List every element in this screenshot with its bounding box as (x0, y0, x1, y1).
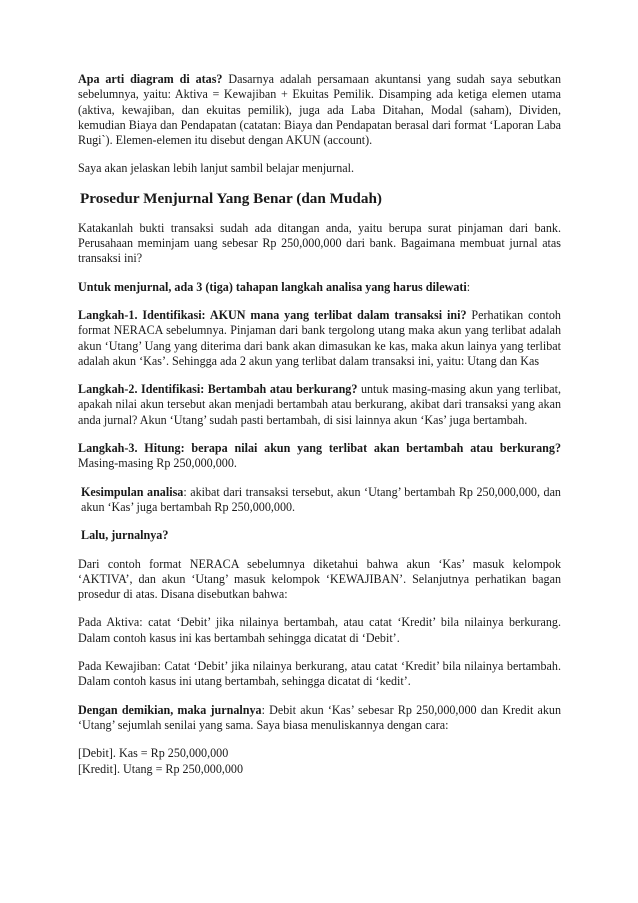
paragraph-text: : (466, 279, 471, 294)
step-1-text: Perhatikan contoh format NERACA sebelumnya. Pinjaman dari bank tergolong utang maka akun yang terlibat adalah akun ‘Utang’ Uang yang diterima dari bank akan dimasukan ke kas, maka akun lainya yang terlibat adalah akun ‘Kas’. Sehingga ada 2 akun yang terlibat dalam transaksi ini, yaitu: Utang dan Kas (78, 307, 561, 368)
paragraph-account-groups: Dari contoh format NERACA sebelumnya diketahui bahwa akun ‘Kas’ masuk kelompok ‘AKTIVA’, dan akun ‘Utang’ masuk kelompok ‘KEWAJIBAN’. Selanjutnya perhatikan bagan prosedur di atas. Disana disebutkan bahwa: (78, 556, 561, 602)
document-page (78, 72, 561, 777)
paragraph-diagram-explanation (78, 72, 561, 148)
steps-intro-lead: Untuk menjurnal, ada 3 (tiga) tahapan langkah analisa yang harus dilewati (78, 279, 467, 294)
step-2-text: untuk masing-masing akun yang terlibat, apakah nilai akun tersebut akan menjadi bertambah atau berkurang, akibat dari transaksi yang akan anda jurnal? Akun ‘Utang’ sudah pasti bertambah, di sisi lainnya akun ‘Kas’ juga bertambah. (78, 382, 561, 427)
sub-heading (78, 528, 561, 543)
conclusion (78, 485, 561, 516)
paragraph-kewajiban-rule: Pada Kewajiban: Catat ‘Debit’ jika nilainya berkurang, atau catat ‘Kredit’ bila nilainya bertambah. Dalam contoh kasus ini utang bertambah, sehingga dicatat di ‘kedit’. (78, 659, 561, 689)
sub-heading-text: Lalu, jurnalnya? (81, 528, 169, 543)
paragraph-intro: Saya akan jelaskan lebih lanjut sambil belajar menjurnal. (78, 161, 355, 176)
conclusion-lead: Kesimpulan analisa (81, 484, 184, 499)
paragraph-transaction: Katakanlah bukti transaksi sudah ada ditangan anda, yaitu berupa surat pinjaman dari bank. Perusahaan meminjam uang sebesar Rp 250,000,000 dari bank. Bagaimana membuat jurnal atas transaksi ini? (78, 220, 561, 266)
step-3-lead: Langkah-3. Hitung: berapa nilai akun yang terlibat akan bertambah atau berkurang? (78, 441, 561, 456)
paragraph-aktiva-rule: Pada Aktiva: catat ‘Debit’ jika nilainya bertambah, atau catat ‘Kredit’ bila nilainya berkurang. Dalam contoh kasus ini kas bertambah sehingga dicatat di ‘Debit’. (78, 615, 561, 645)
step-2-lead: Langkah-2. Identifikasi: Bertambah atau berkurang? (78, 382, 358, 397)
step-3-text: Masing-masing Rp 250,000,000. (78, 456, 237, 471)
paragraph-text: Dasarnya adalah persamaan akuntansi yang sudah saya sebutkan sebelumnya, yaitu: Aktiva = Kewajiban + Ekuitas Pemilik. Disamping ada ketiga elemen utama (aktiva, kewajiban, dan ekuitas pemilik), juga ada Laba Ditahan, Modal (saham), Dividen, kemudian Biaya dan Pendapatan (catatan: Biaya dan Pendapatan berasal dari format ‘Laporan Laba Rugi`). Elemen-elemen itu disebut dengan AKUN (account). (78, 72, 561, 148)
journal-conclusion-lead: Dengan demikian, maka jurnalnya (78, 702, 262, 717)
step-1-lead: Langkah-1. Identifikasi: AKUN mana yang terlibat dalam transaksi ini? (78, 307, 467, 322)
step-1 (78, 308, 561, 369)
journal-conclusion-text: : Debit akun ‘Kas’ sebesar Rp 250,000,000 dan Kredit akun ‘Utang’ sejumlah senilai yang sama. Saya biasa menuliskannya dengan cara: (78, 702, 561, 732)
step-2 (78, 382, 561, 428)
paragraph-journal-conclusion (78, 703, 561, 734)
conclusion-text: : akibat dari transaksi tersebut, akun ‘Utang’ bertambah Rp 250,000,000, dan akun ‘Kas’ juga bertambah Rp 250,000,000. (81, 484, 561, 514)
paragraph-steps-intro (78, 280, 561, 295)
journal-debit-line: [Debit]. Kas = Rp 250,000,000 (78, 746, 229, 761)
section-heading: Prosedur Menjurnal Yang Benar (dan Mudah) (80, 189, 382, 207)
journal-credit-line: [Kredit]. Utang = Rp 250,000,000 (78, 761, 244, 776)
step-3 (78, 441, 561, 472)
question-lead: Apa arti diagram di atas? (78, 72, 223, 86)
